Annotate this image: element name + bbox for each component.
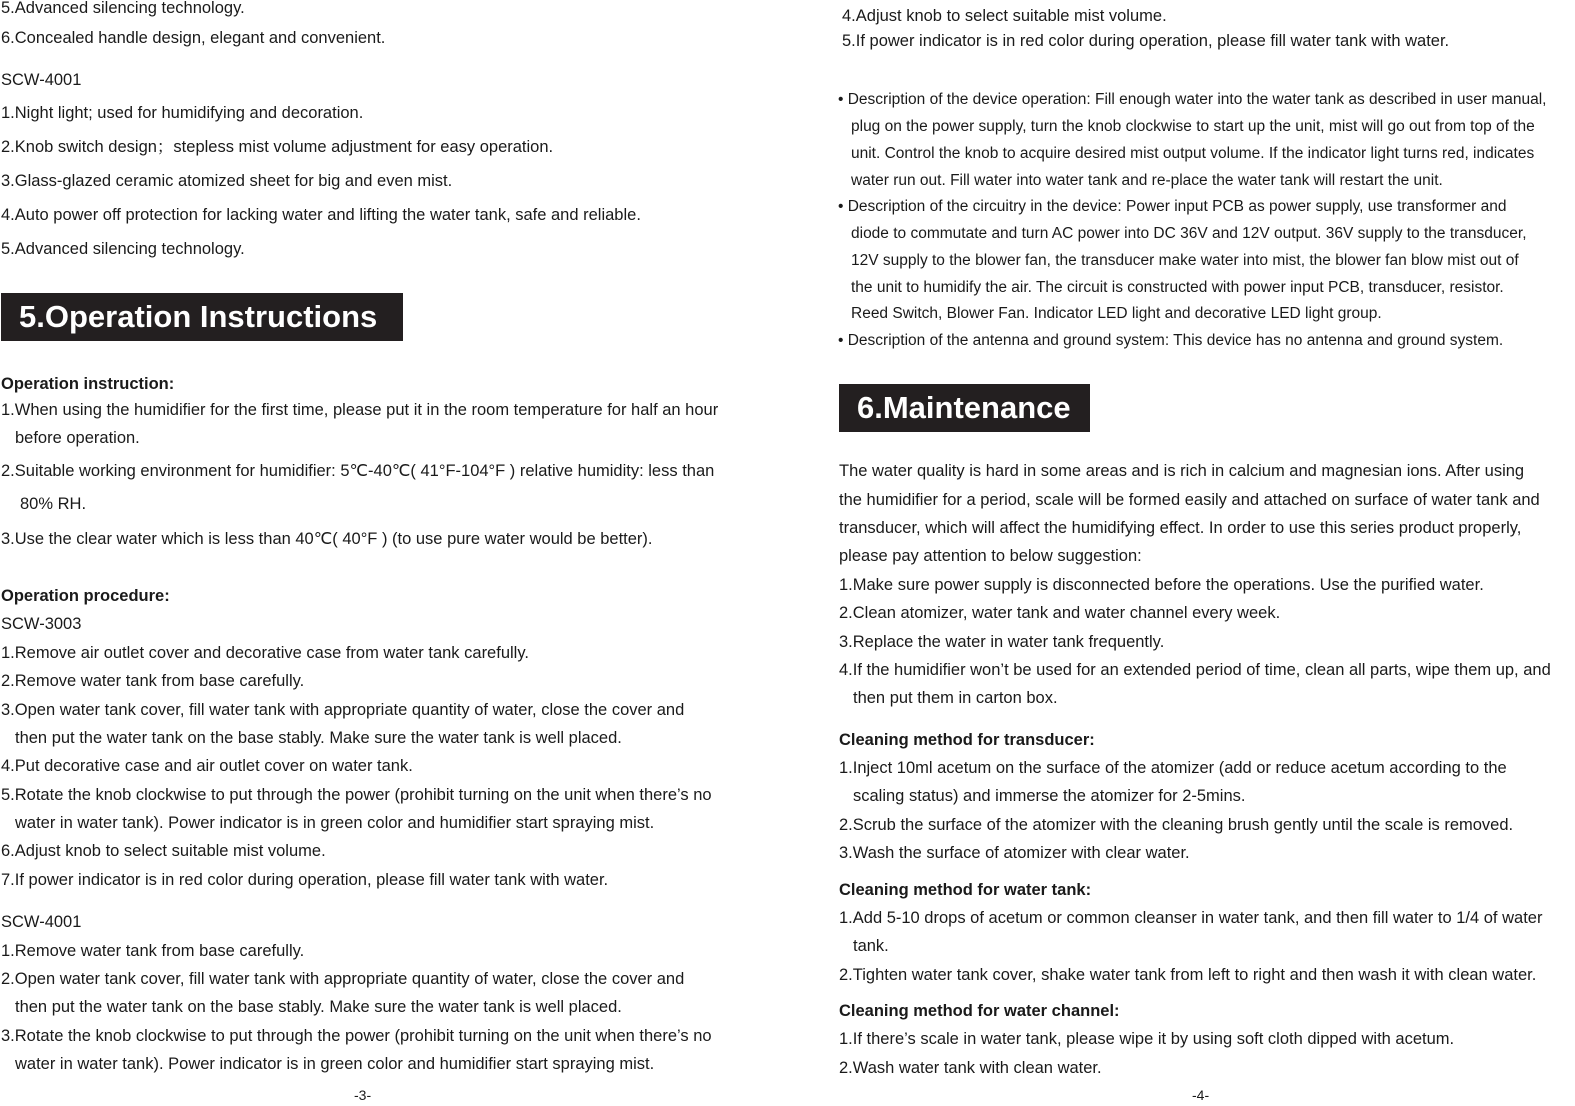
maintenance-line: 3.Replace the water in water tank frequently.: [839, 633, 1165, 651]
instruction-line: 80% RH.: [20, 495, 87, 513]
description-line: the unit to humidify the air. The circuit is constructed with power input PCB, transducer, resistor.: [851, 279, 1504, 296]
procedure-line: 4.Adjust knob to select suitable mist volume.: [842, 7, 1167, 25]
description-line: Reed Switch, Blower Fan. Indicator LED light and decorative LED light group.: [851, 305, 1382, 322]
section-heading-operation: 5.Operation Instructions: [1, 293, 403, 341]
intro-line: 6.Concealed handle design, elegant and convenient.: [1, 29, 386, 47]
procedure-line: water in water tank). Power indicator is in green color and humidifier start spraying mist.: [15, 814, 655, 832]
subsection-title: Cleaning method for transducer:: [839, 731, 1095, 749]
description-line: plug on the power supply, turn the knob clockwise to start up the unit, mist will go out from top of the: [851, 118, 1535, 135]
bullet-icon: •: [838, 198, 848, 215]
model-label: SCW-4001: [1, 913, 82, 931]
cleaning-line: 1.Add 5-10 drops of acetum or common cleanser in water tank, and then fill water to 1/4 of water: [839, 909, 1543, 927]
procedure-line: then put the water tank on the base stably. Make sure the water tank is well placed.: [15, 998, 622, 1016]
procedure-line: 5.If power indicator is in red color during operation, please fill water tank with water.: [842, 32, 1450, 50]
cleaning-line: 1.Inject 10ml acetum on the surface of the atomizer (add or reduce acetum according to the: [839, 759, 1507, 777]
maintenance-line: please pay attention to below suggestion:: [839, 547, 1142, 565]
procedure-line: 2.Remove water tank from base carefully.: [1, 672, 305, 690]
cleaning-line: 2.Wash water tank with clean water.: [839, 1059, 1102, 1077]
cleaning-line: 2.Tighten water tank cover, shake water tank from left to right and then wash it with clean water.: [839, 966, 1537, 984]
subsection-title: Operation procedure:: [1, 587, 170, 605]
maintenance-line: 2.Clean atomizer, water tank and water channel every week.: [839, 604, 1281, 622]
feature-line: 2.Knob switch design；stepless mist volume adjustment for easy operation.: [1, 138, 554, 156]
bullet-line: [838, 90, 1546, 110]
procedure-line: 6.Adjust knob to select suitable mist volume.: [1, 842, 326, 860]
subsection-title: Cleaning method for water channel:: [839, 1002, 1120, 1020]
subsection-title: Cleaning method for water tank:: [839, 881, 1092, 899]
procedure-line: 7.If power indicator is in red color during operation, please fill water tank with water.: [1, 871, 609, 889]
procedure-line: 5.Rotate the knob clockwise to put through the power (prohibit turning on the unit when there’s no: [1, 786, 712, 804]
description-text: Description of the circuitry in the device: Power input PCB as power supply, use transformer and: [847, 198, 1507, 215]
procedure-line: 3.Open water tank cover, fill water tank with appropriate quantity of water, close the cover and: [1, 701, 685, 719]
subsection-title: Operation instruction:: [1, 375, 175, 393]
procedure-line: 3.Rotate the knob clockwise to put through the power (prohibit turning on the unit when there’s no: [1, 1027, 712, 1045]
procedure-line: 1.Remove water tank from base carefully.: [1, 942, 305, 960]
intro-line: 5.Advanced silencing technology.: [1, 0, 245, 17]
cleaning-line: tank.: [853, 937, 889, 955]
procedure-line: 1.Remove air outlet cover and decorative case from water tank carefully.: [1, 644, 529, 662]
feature-line: 5.Advanced silencing technology.: [1, 240, 245, 258]
maintenance-line: 1.Make sure power supply is disconnected before the operations. Use the purified water.: [839, 576, 1484, 594]
description-line: unit. Control the knob to acquire desired mist output volume. If the indicator light turns red, indicates: [851, 145, 1535, 162]
maintenance-line: then put them in carton box.: [853, 689, 1058, 707]
instruction-line: 1.When using the humidifier for the first time, please put it in the room temperature for half an hour: [1, 401, 719, 419]
maintenance-line: The water quality is hard in some areas and is rich in calcium and magnesian ions. After using: [839, 462, 1525, 480]
bullet-icon: •: [838, 91, 848, 108]
feature-line: 4.Auto power off protection for lacking water and lifting the water tank, safe and reliable.: [1, 206, 641, 224]
page-number: -3-: [354, 1087, 372, 1103]
feature-line: 1.Night light; used for humidifying and decoration.: [1, 104, 364, 122]
procedure-line: water in water tank). Power indicator is in green color and humidifier start spraying mist.: [15, 1055, 655, 1073]
bullet-line: [838, 197, 1507, 217]
description-text: Description of the device operation: Fill enough water into the water tank as described in user manual,: [847, 91, 1547, 108]
cleaning-line: 2.Scrub the surface of the atomizer with the cleaning brush gently until the scale is removed.: [839, 816, 1514, 834]
section-heading-maintenance: 6.Maintenance: [839, 384, 1090, 432]
bullet-icon: •: [838, 332, 848, 349]
description-line: 12V supply to the blower fan, the transducer make water into mist, the blower fan blow mist out of: [851, 252, 1519, 269]
procedure-line: then put the water tank on the base stably. Make sure the water tank is well placed.: [15, 729, 622, 747]
maintenance-line: the humidifier for a period, scale will be formed easily and attached on surface of water tank and: [839, 491, 1540, 509]
description-text: Description of the antenna and ground system: This device has no antenna and ground system.: [847, 332, 1504, 349]
procedure-line: 4.Put decorative case and air outlet cover on water tank.: [1, 757, 413, 775]
cleaning-line: scaling status) and immerse the atomizer for 2-5mins.: [853, 787, 1246, 805]
cleaning-line: 3.Wash the surface of atomizer with clear water.: [839, 844, 1190, 862]
page-number: -4-: [1192, 1087, 1210, 1103]
instruction-line: 3.Use the clear water which is less than 40℃( 40°F ) (to use pure water would be better).: [1, 530, 653, 548]
description-line: water run out. Fill water into water tank and re-place the water tank will restart the unit.: [851, 172, 1443, 189]
instruction-line: 2.Suitable working environment for humidifier: 5℃-40℃( 41°F-104°F ) relative humidity: less than: [1, 462, 715, 480]
procedure-line: 2.Open water tank cover, fill water tank with appropriate quantity of water, close the cover and: [1, 970, 685, 988]
model-label: SCW-4001: [1, 71, 82, 89]
model-label: SCW-3003: [1, 615, 82, 633]
bullet-line: [838, 331, 1503, 351]
description-line: diode to commutate and turn AC power into DC 36V and 12V output. 36V supply to the transducer,: [851, 225, 1527, 242]
feature-line: 3.Glass-glazed ceramic atomized sheet for big and even mist.: [1, 172, 453, 190]
maintenance-line: 4.If the humidifier won’t be used for an extended period of time, clean all parts, wipe them up, and: [839, 661, 1551, 679]
cleaning-line: 1.If there’s scale in water tank, please wipe it by using soft cloth dipped with acetum.: [839, 1030, 1455, 1048]
maintenance-line: transducer, which will affect the humidifying effect. In order to use this series product properly,: [839, 519, 1522, 537]
instruction-line: before operation.: [15, 429, 140, 447]
